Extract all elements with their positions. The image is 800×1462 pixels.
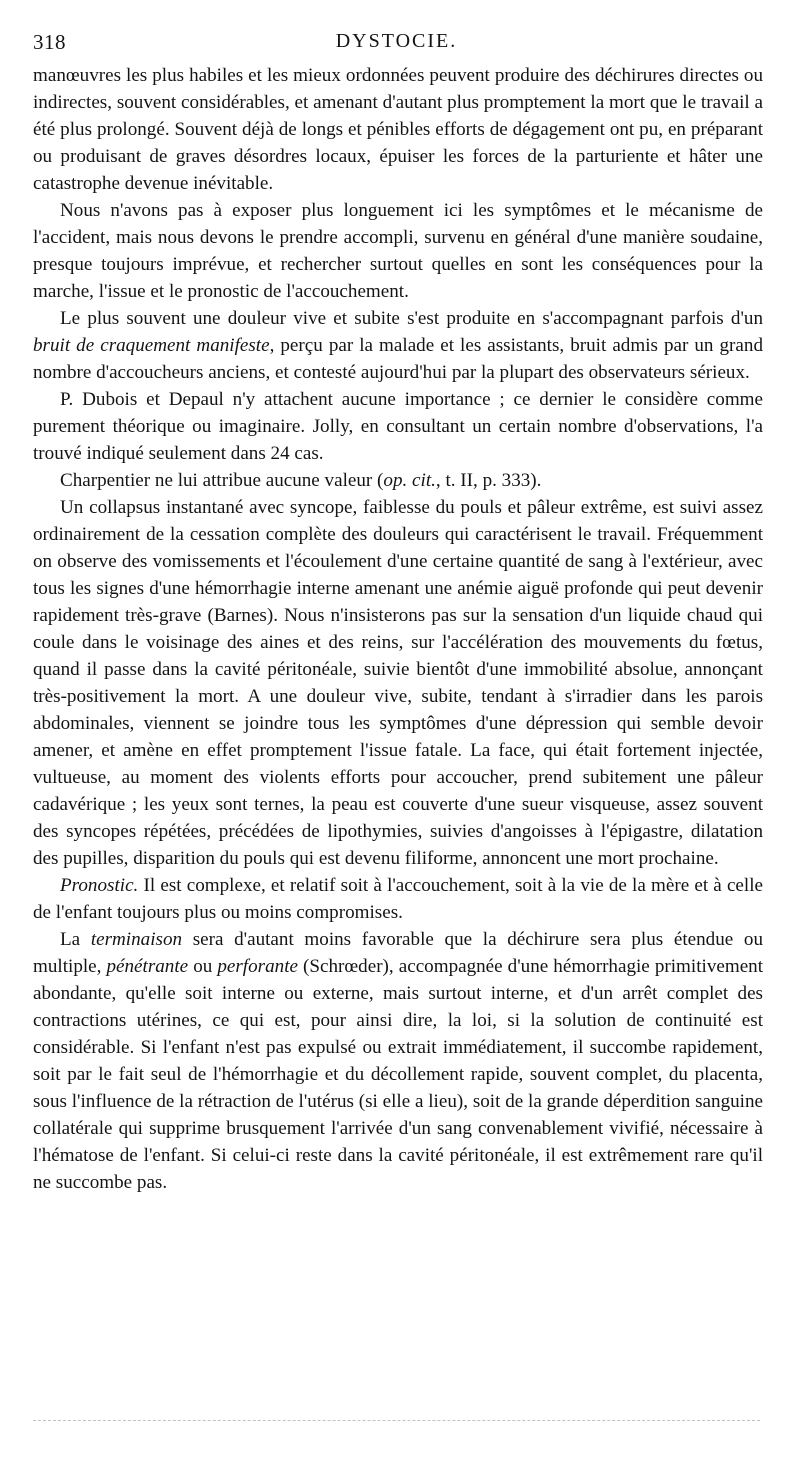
running-head: DYSTOCIE. [335, 30, 458, 52]
paragraph-text: Un collapsus instantané avec syncope, faiblesse du pouls et pâleur extrême, est suivi assez ordinairement de la cessation complète des douleurs qui caractérisent le travail. Fréquemment on observe des vomissements et l'écoulement d'une certaine quantité de sang à l'extérieur, avec tous les signes d'une hémorrhagie interne amenant une anémie aiguë profonde qui peut devenir rapidement très-grave (Barnes). Nous n'insisterons pas sur la sensation d'un liquide chaud qui coule dans le voisinage des aines et des reins, sur l'accélération des mouvements du fœtus, quand il passe dans la cavité péritonéale, suivie bientôt d'une immobilité absolue, annonçant très-positivement la mort. A une douleur vive, subite, tendant à s'irradier dans les parois abdominales, viennent se joindre tous les symptômes d'une dépression qui semble devoir amener, et amène en effet promptement l'issue fatale. La face, qui était fortement injectée, vultueuse, au moment des violents efforts pour accoucher, prend subitement une pâleur cadavérique ; les yeux sont ternes, la peau est couverte d'une sueur visqueuse, assez souvent des syncopes répétées, précédées de lipothymies, suivies d'angoisses à l'épigastre, dilatation des pupilles, disparition du pouls qui est devenu filiforme, annoncent une mort prochaine. [33, 497, 763, 869]
paragraph-text: La [60, 929, 91, 950]
paragraph [33, 197, 763, 305]
italic-text: perforante [217, 956, 298, 977]
paragraph [33, 494, 763, 872]
paragraph-text: Il est complexe, et relatif soit à l'accouchement, soit à la vie de la mère et à celle de l'enfant toujours plus ou moins compromises. [33, 875, 763, 923]
paragraph [33, 62, 763, 197]
body-text [33, 62, 763, 1196]
italic-text: Pronostic. [60, 875, 139, 896]
paragraph [33, 926, 763, 1196]
footer-rule [33, 1420, 760, 1421]
page-number: 318 [33, 30, 66, 54]
paragraph [33, 305, 763, 386]
paragraph-text: P. Dubois et Depaul n'y attachent aucune importance ; ce dernier le considère comme purement théorique ou imaginaire. Jolly, en consultant un certain nombre d'observations, l'a trouvé indiqué seulement dans 24 cas. [33, 389, 763, 464]
paragraph-text: , t. II, p. 333). [435, 470, 542, 491]
italic-text: pénétrante [106, 956, 189, 977]
paragraph-text: manœuvres les plus habiles et les mieux ordonnées peuvent produire des déchirures directes ou indirectes, souvent considérables, et amenant d'autant plus promptement la mort que le travail a été plus prolongé. Souvent déjà de longs et pénibles efforts de dégagement ont pu, en préparant ou produisant de graves désordres locaux, épuiser les forces de la parturiente et hâter une catastrophe devenue inévitable. [33, 65, 763, 194]
paragraph [33, 872, 763, 926]
paragraph-text: Nous n'avons pas à exposer plus longuement ici les symptômes et le mécanisme de l'accident, mais nous devons le prendre accompli, survenu en général d'une manière soudaine, presque toujours imprévue, et rechercher surtout quelles en sont les conséquences pour la marche, l'issue et le pronostic de l'accouchement. [33, 200, 763, 302]
paragraph-text: (Schrœder), accompagnée d'une hémorrhagie primitivement abondante, qu'elle soit interne ou externe, mais surtout interne, et d'un arrêt complet des contractions utérines, ce qui est, pour ainsi dire, la loi, si la solution de continuité est considérable. Si l'enfant n'est pas expulsé ou extrait immédiatement, il succombe rapidement, soit par le fait seul de l'hémorrhagie et du décollement rapide, souvent complet, du placenta, sous l'influence de la rétraction de l'utérus (si elle a lieu), soit de la grande déperdition sanguine collatérale qui supprime brusquement l'arrivée d'un sang convenablement vivifié, nécessaire à l'hématose de l'enfant. Si celui-ci reste dans la cavité péritonéale, il est extrêmement rare qu'il ne succombe pas. [33, 956, 764, 1193]
italic-text: op. cit. [383, 470, 436, 491]
page-header [33, 30, 760, 58]
paragraph-text: , perçu par la malade et les assistants, bruit admis par un grand nombre d'accoucheurs anciens, et contesté aujourd'hui par la plupart des observateurs sérieux. [33, 335, 763, 383]
paragraph-text: sera d'autant moins favorable que la déchirure sera plus étendue ou multiple, [33, 929, 763, 977]
paragraph-text: Charpentier ne lui attribue aucune valeur ( [60, 470, 384, 491]
paragraph-text: Le plus souvent une douleur vive et subite s'est produite en s'accompagnant parfois d'un [60, 308, 763, 329]
paragraph-text: ou [188, 956, 218, 977]
paragraph [33, 467, 763, 494]
italic-text: terminaison [90, 929, 183, 950]
italic-text: bruit de craquement manifeste [33, 335, 270, 356]
paragraph [33, 386, 763, 467]
